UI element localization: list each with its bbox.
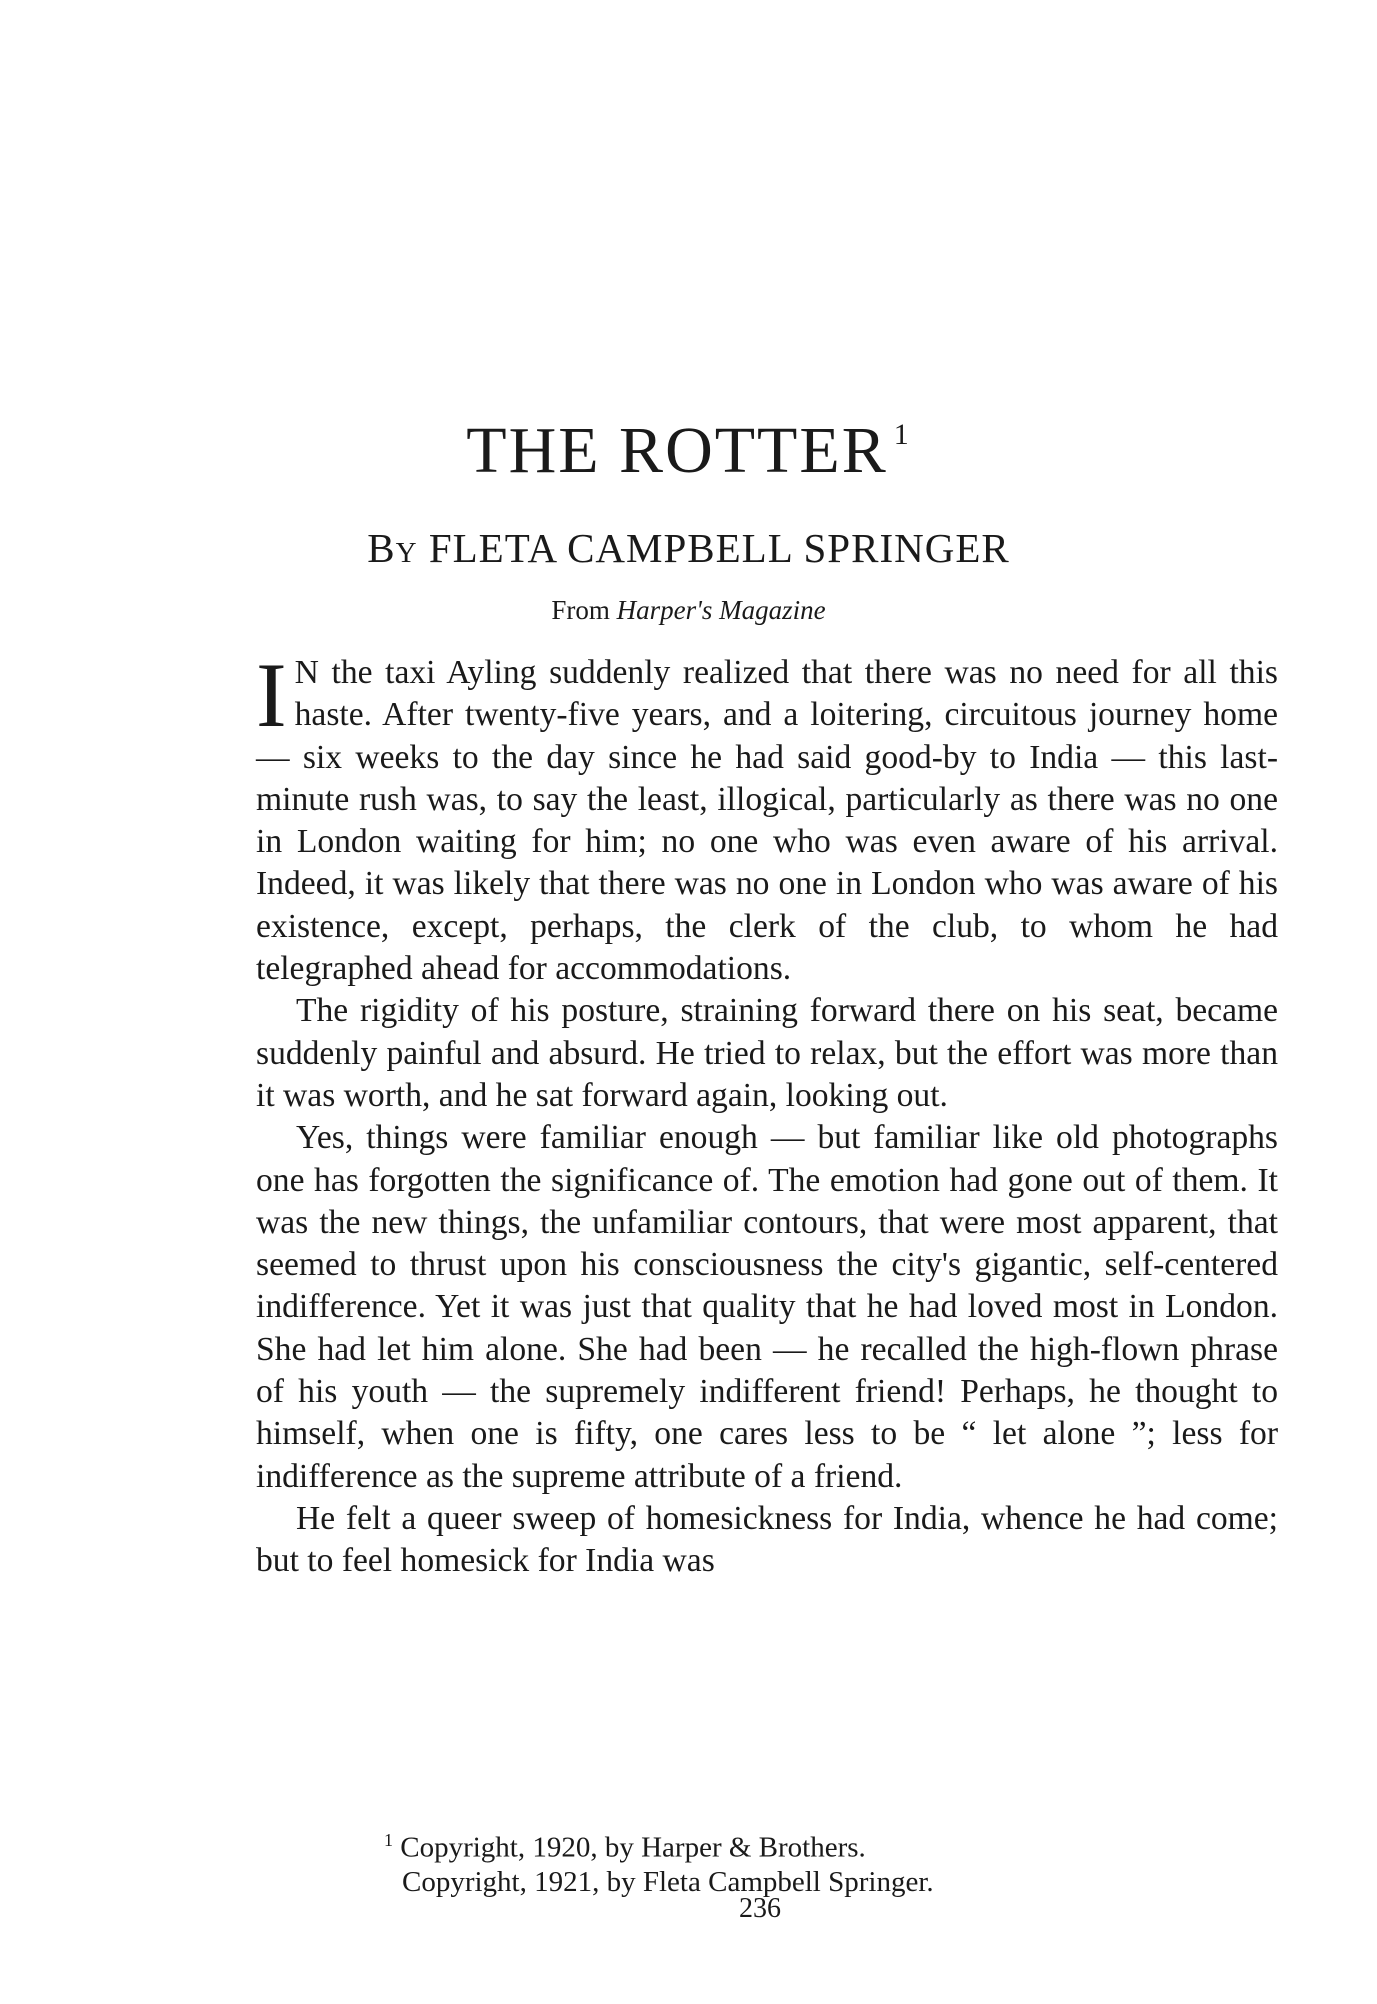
title-footnote-marker: 1 (893, 418, 911, 451)
byline-by: By (367, 525, 418, 571)
paragraph: He felt a queer sweep of homesickness for India, whence he had come; but to feel homesick for India was (256, 1499, 1278, 1580)
footnotes (384, 1823, 934, 1899)
footnote-2: Copyright, 1921, by Fleta Campbell Springer. (402, 1865, 934, 1898)
title-text: THE ROTTER (466, 414, 888, 487)
paragraph: Yes, things were familiar enough — but familiar like old photographs one has forgotten the significance of. The emotion had gone out of them. It was the new things, the unfamiliar contours, that were most apparent, that seemed to thrust upon his consciousness the city's gigantic, self-centered indifference. Yet it was just that quality that he had loved most in London. She had let him alone. She had been — he recalled the high-flown phrase of his youth — the supremely indifferent friend! Perhaps, he thought to himself, when one is fifty, one cares less to be “ let alone ”; less for indifference as the supreme attribute of a friend. (256, 1119, 1278, 1495)
footnote-1 (384, 1823, 934, 1865)
paragraph: The rigidity of his posture, straining forward there on his seat, became suddenly painful and absurd. He tried to relax, but the effort was more than it was worth, and he sat forward again, looking out. (256, 992, 1278, 1114)
source-magazine: Harper's Magazine (616, 595, 826, 625)
paragraph (256, 644, 1278, 990)
paragraph-text: N the taxi Ayling suddenly realized that there was no need for all this haste. After twenty-five years, and a loitering, circuitous journey home — six weeks to the day since he had said good-by to India — this last-minute rush was, to say the least, illogical, particularly as there was no one in London waiting for him; no one who was even aware of his arrival. Indeed, it was likely that there was no one in London who was aware of his existence, except, perhaps, the clerk of the club, to whom he had telegraphed ahead for accommodations. (256, 654, 1278, 988)
author-name: FLETA CAMPBELL SPRINGER (428, 525, 1010, 571)
footnote-marker: 1 (384, 1830, 393, 1850)
byline (0, 525, 1377, 571)
article-body (256, 644, 1278, 1583)
page-number: 236 (739, 1893, 781, 1924)
article-title (0, 414, 1377, 487)
footnote-text: Copyright, 1920, by Harper & Brothers. (400, 1831, 866, 1864)
source-prefix: From (551, 595, 610, 625)
drop-cap: I (256, 644, 287, 746)
source-line (0, 597, 1377, 624)
